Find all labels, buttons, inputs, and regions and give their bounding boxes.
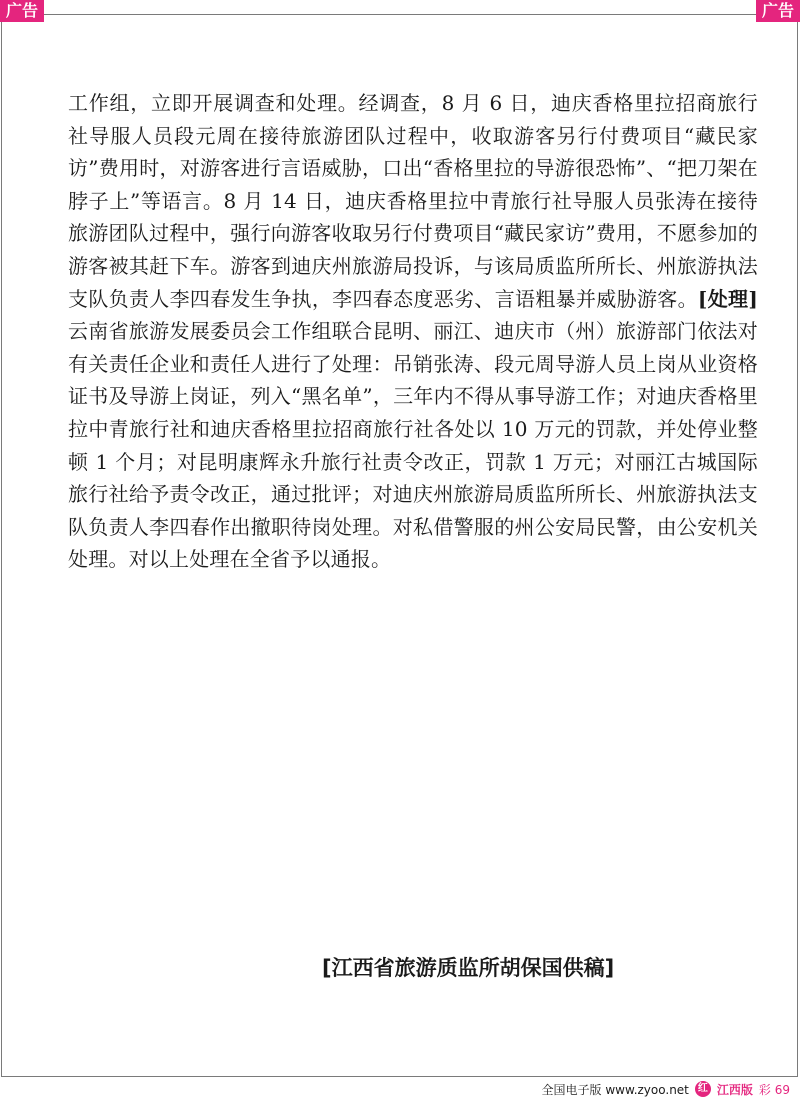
page-number: 彩 69 [758,1082,790,1097]
magazine-badge-icon: 红 [695,1081,711,1097]
ad-tag-right: 广告 [756,0,800,22]
page-footer [542,1080,790,1098]
article-credit: [江西省旅游质监所胡保国供稿] [322,956,615,980]
footer-site: 全国电子版 www.zyoo.net [541,1082,689,1097]
footer-edition: 江西版 [716,1082,753,1097]
article-text-part2: 云南省旅游发展委员会工作组联合昆明、丽江、迪庆市（州）旅游部门依法对有关责任企业和责任人进行了处理：吊销张涛、段元周导游人员上岗从业资格证书及导游上岗证，列入“黑名单”，三年内不得从事导游工作；对迪庆香格里拉中青旅行社和迪庆香格里拉招商旅行社各处以 10 万元的罚款，并处停业整顿 1 个月；对昆明康辉永升旅行社责令改正，罚款 1 万元；对丽江古城国际旅行社给予责令改正，通过批评；对迪庆州旅游局质监所所长、州旅游执法支队负责人李四春作出撤职待岗处理。对私借警服的州公安局民警，由公安机关处理。对以上处理在全省予以通报。 [68,319,758,572]
article-body [68,87,758,576]
article-bold-label: [处理] [697,286,758,311]
ad-tag-left: 广告 [0,0,44,22]
article-text-part1: 工作组，立即开展调查和处理。经调查，8 月 6 日，迪庆香格里拉招商旅行社导服人员段元周在接待旅游团队过程中，收取游客另行付费项目“藏民家访”费用时，对游客进行言语威胁，口出“香格里拉的导游很恐怖”、“把刀架在脖子上”等语言。8 月 14 日，迪庆香格里拉中青旅行社导服人员张涛在接待旅游团队过程中，强行向游客收取另行付费项目“藏民家访”费用，不愿参加的游客被其赶下车。游客到迪庆州旅游局投诉，与该局质监所所长、州旅游执法支队负责人李四春发生争执，李四春态度恶劣、言语粗暴并威胁游客。 [68,91,758,311]
